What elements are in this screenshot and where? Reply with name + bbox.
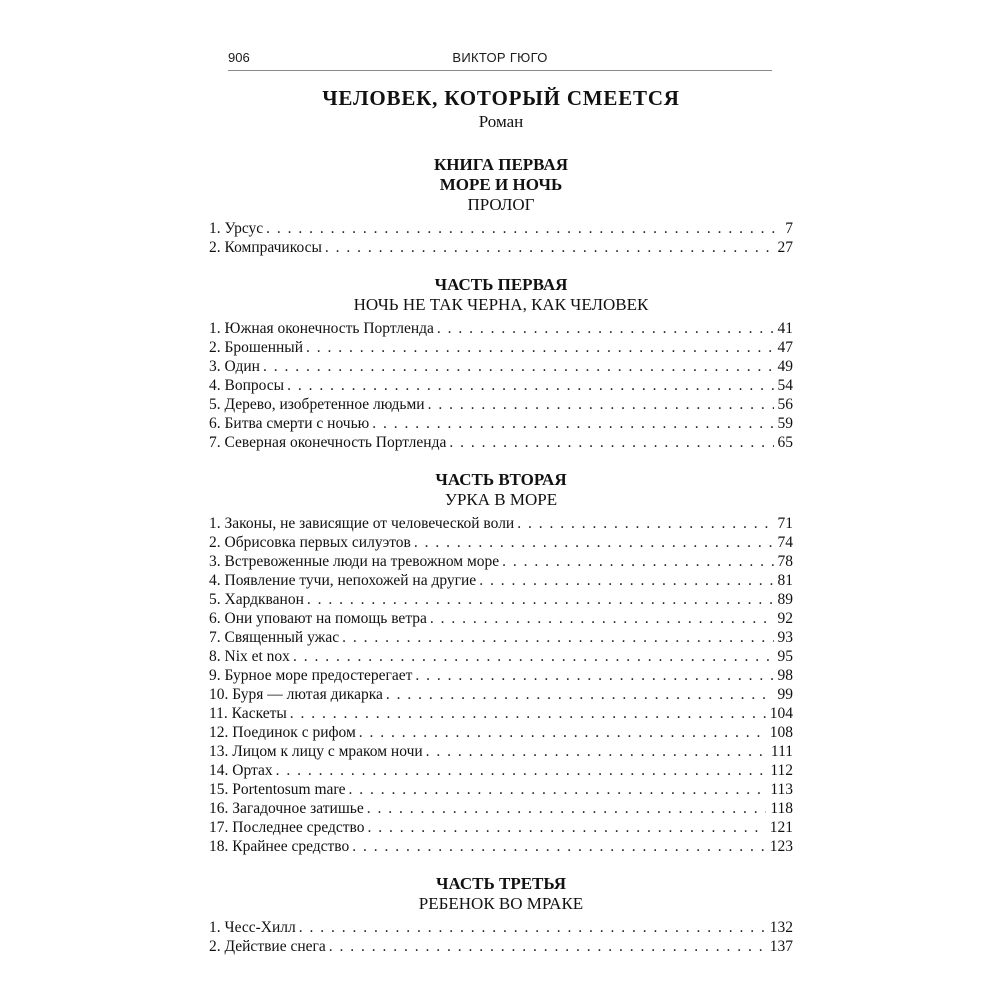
toc-entry-page: 81 <box>777 572 793 589</box>
dot-leader <box>367 799 767 818</box>
dot-leader <box>263 357 774 376</box>
toc-entry-title: 1. Урсус <box>209 220 264 237</box>
dot-leader <box>437 319 774 338</box>
dot-leader <box>368 818 766 837</box>
toc-entry <box>209 647 793 666</box>
dot-leader <box>386 685 774 704</box>
page-number: 906 <box>228 50 250 65</box>
toc-entry-title: 9. Бурное море предостерегает <box>209 667 413 684</box>
toc-entry-title: 10. Буря — лютая дикарка <box>209 686 383 703</box>
toc-entry-page: 74 <box>777 534 793 551</box>
toc-entry-page: 27 <box>777 239 793 256</box>
part-name: РЕБЕНОК ВО МРАКЕ <box>418 894 584 913</box>
toc-entry <box>209 395 793 414</box>
toc-entry-page: 111 <box>770 743 793 760</box>
toc-entry <box>209 628 793 647</box>
toc-entry-page: 54 <box>777 377 793 394</box>
part-heading <box>209 275 793 315</box>
toc-entry <box>209 590 793 609</box>
toc-entry-title: 7. Северная оконечность Портленда <box>209 434 447 451</box>
toc-entry-title: 5. Дерево, изобретенное людьми <box>209 396 425 413</box>
toc-entry-page: 41 <box>777 320 793 337</box>
toc-entry-page: 47 <box>777 339 793 356</box>
toc-entry <box>209 357 793 376</box>
toc-entry <box>209 609 793 628</box>
dot-leader <box>502 552 773 571</box>
toc-entry <box>209 918 793 937</box>
toc-entry-title: 2. Брошенный <box>209 339 304 356</box>
toc-entry-title: 8. Nix et nox <box>209 648 290 665</box>
book-label: КНИГА ПЕРВАЯ <box>433 155 569 174</box>
table-of-contents <box>209 84 793 956</box>
toc-entry-page: 56 <box>777 396 793 413</box>
book-heading <box>209 155 793 215</box>
toc-entry-title: 1. Законы, не зависящие от человеческой воли <box>209 515 515 532</box>
toc-entry-title: 2. Обрисовка первых силуэтов <box>209 534 411 551</box>
toc-entry <box>209 723 793 742</box>
dot-leader <box>299 918 766 937</box>
toc-entry-title: 6. Битва смерти с ночью <box>209 415 370 432</box>
toc-entry-page: 93 <box>777 629 793 646</box>
toc-entry <box>209 514 793 533</box>
toc-entry-page: 118 <box>770 800 793 817</box>
part-chapter-list <box>209 319 793 452</box>
toc-entry-page: 123 <box>769 838 793 855</box>
part-label: ЧАСТЬ ПЕРВАЯ <box>434 275 568 294</box>
toc-entry <box>209 761 793 780</box>
toc-entry-page: 49 <box>777 358 793 375</box>
part-heading <box>209 470 793 510</box>
toc-entry <box>209 704 793 723</box>
toc-entry-page: 95 <box>777 648 793 665</box>
toc-entry-title: 15. Portentosum mare <box>209 781 346 798</box>
toc-entry-page: 98 <box>777 667 793 684</box>
toc-entry <box>209 799 793 818</box>
dot-leader <box>479 571 773 590</box>
dot-leader <box>290 704 766 723</box>
toc-entry-title: 1. Чесс-Хилл <box>209 919 296 936</box>
toc-entry-page: 78 <box>777 553 793 570</box>
dot-leader <box>342 628 773 647</box>
dot-leader <box>372 414 773 433</box>
work-title: ЧЕЛОВЕК, КОТОРЫЙ СМЕЕТСЯ <box>322 86 680 110</box>
toc-entry-title: 2. Действие снега <box>209 938 326 955</box>
toc-entry <box>209 338 793 357</box>
toc-entry-page: 121 <box>769 819 793 836</box>
toc-entry-page: 112 <box>770 762 793 779</box>
dot-leader <box>307 590 774 609</box>
toc-entry-title: 2. Компрачикосы <box>209 239 322 256</box>
work-subtitle: Роман <box>478 112 524 131</box>
part-label: ЧАСТЬ ТРЕТЬЯ <box>435 874 567 893</box>
dot-leader <box>430 609 774 628</box>
toc-entry-page: 71 <box>777 515 793 532</box>
part-label: ЧАСТЬ ВТОРАЯ <box>435 470 567 489</box>
prologue-heading: ПРОЛОГ <box>467 195 535 214</box>
toc-entry-page: 104 <box>769 705 793 722</box>
toc-entry-title: 12. Поединок с рифом <box>209 724 356 741</box>
toc-entry-title: 3. Один <box>209 358 260 375</box>
dot-leader <box>359 723 766 742</box>
book-name: МОРЕ И НОЧЬ <box>439 175 563 194</box>
dot-leader <box>348 780 766 799</box>
toc-entry-page: 137 <box>769 938 793 955</box>
dot-leader <box>352 837 766 856</box>
part-name: УРКА В МОРЕ <box>444 490 558 509</box>
toc-entry-page: 113 <box>770 781 793 798</box>
dot-leader <box>517 514 773 533</box>
toc-entry-title: 5. Хардкванон <box>209 591 304 608</box>
toc-entry-page: 7 <box>785 220 793 237</box>
toc-entry <box>209 937 793 956</box>
dot-leader <box>287 376 773 395</box>
toc-entry <box>209 818 793 837</box>
part-heading <box>209 874 793 914</box>
toc-entry <box>209 780 793 799</box>
toc-entry-title: 18. Крайнее средство <box>209 838 350 855</box>
toc-entry-page: 65 <box>777 434 793 451</box>
dot-leader <box>414 533 774 552</box>
toc-entry-page: 92 <box>777 610 793 627</box>
dot-leader <box>293 647 774 666</box>
dot-leader <box>266 219 781 238</box>
part-name: НОЧЬ НЕ ТАК ЧЕРНА, КАК ЧЕЛОВЕК <box>353 295 649 314</box>
dot-leader <box>449 433 773 452</box>
toc-entry <box>209 376 793 395</box>
running-header <box>228 49 772 71</box>
toc-entry-page: 89 <box>777 591 793 608</box>
toc-entry <box>209 837 793 856</box>
toc-entry <box>209 552 793 571</box>
toc-entry-page: 99 <box>777 686 793 703</box>
dot-leader <box>426 742 767 761</box>
toc-entry-title: 13. Лицом к лицу с мраком ночи <box>209 743 423 760</box>
toc-entry <box>209 533 793 552</box>
part-chapter-list <box>209 918 793 956</box>
toc-entry-title: 4. Вопросы <box>209 377 285 394</box>
toc-entry-title: 3. Встревоженные люди на тревожном море <box>209 553 500 570</box>
toc-entry <box>209 238 793 257</box>
toc-entry-page: 108 <box>769 724 793 741</box>
toc-entry <box>209 319 793 338</box>
dot-leader <box>329 937 766 956</box>
toc-entry-title: 7. Священный ужас <box>209 629 340 646</box>
toc-entry <box>209 571 793 590</box>
toc-entry-page: 132 <box>769 919 793 936</box>
toc-entry-title: 6. Они уповают на помощь ветра <box>209 610 427 627</box>
dot-leader <box>276 761 767 780</box>
toc-entry <box>209 685 793 704</box>
toc-entry-title: 17. Последнее средство <box>209 819 365 836</box>
toc-entry-title: 4. Появление тучи, непохожей на другие <box>209 572 477 589</box>
toc-entry-title: 1. Южная оконечность Портленда <box>209 320 434 337</box>
part-chapter-list <box>209 514 793 856</box>
dot-leader <box>428 395 774 414</box>
dot-leader <box>325 238 774 257</box>
toc-entry <box>209 433 793 452</box>
toc-entry <box>209 742 793 761</box>
toc-entry-title: 14. Ортах <box>209 762 273 779</box>
toc-entry-page: 59 <box>777 415 793 432</box>
toc-entry-title: 11. Каскеты <box>209 705 287 722</box>
toc-entry <box>209 414 793 433</box>
running-header-author: ВИКТОР ГЮГО <box>452 50 548 65</box>
toc-entry-title: 16. Загадочное затишье <box>209 800 364 817</box>
dot-leader <box>415 666 773 685</box>
toc-entry <box>209 219 793 238</box>
toc-entry <box>209 666 793 685</box>
dot-leader <box>306 338 773 357</box>
prologue-chapter-list <box>209 219 793 257</box>
